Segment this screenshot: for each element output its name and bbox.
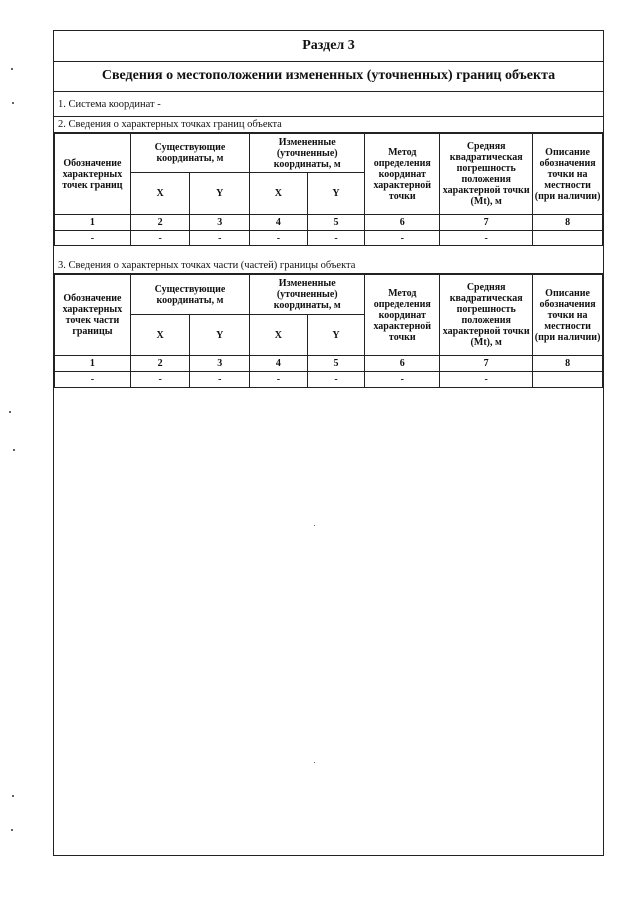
col-number: 6 — [365, 215, 440, 231]
col-number: 7 — [440, 215, 533, 231]
table-cell: - — [55, 231, 131, 246]
table-cell: - — [440, 231, 533, 246]
table-cell: - — [307, 231, 365, 246]
col-number: 3 — [190, 215, 250, 231]
sub-y-changed: Y — [307, 315, 365, 356]
col-description: Описание обозначения точки на местности (при наличии) — [533, 275, 603, 356]
header-row — [55, 275, 603, 315]
sub-y-existing: Y — [190, 315, 250, 356]
col-method: Метод определения координат характерной точки — [365, 275, 440, 356]
col-method: Метод определения координат характерной точки — [365, 134, 440, 215]
col-number: 1 — [55, 356, 131, 372]
col-existing: Существующие координаты, м — [130, 134, 249, 173]
page-frame — [53, 30, 604, 856]
table-cell: - — [365, 231, 440, 246]
col-number: 5 — [307, 356, 365, 372]
sub-x-existing: X — [130, 315, 190, 356]
sub-x-existing: X — [130, 173, 190, 215]
table-cell: - — [130, 372, 190, 388]
number-row — [55, 356, 603, 372]
table2-heading: 3. Сведения о характерных точках части (частей) границы объекта — [54, 258, 603, 274]
table-cell: - — [365, 372, 440, 388]
table-cell: - — [307, 372, 365, 388]
boundary-points-table — [54, 133, 603, 246]
col-designation: Обозначение характерных точек границ — [55, 134, 131, 215]
col-number: 5 — [307, 215, 365, 231]
table-cell: - — [190, 372, 250, 388]
col-accuracy: Средняя квадратическая погрешность положения характерной точки (Mt), м — [440, 134, 533, 215]
sub-x-changed: X — [250, 315, 308, 356]
col-number: 8 — [533, 356, 603, 372]
col-accuracy: Средняя квадратическая погрешность положения характерной точки (Mt), м — [440, 275, 533, 356]
col-number: 2 — [130, 356, 190, 372]
coordinate-system-line: 1. Система координат - — [54, 91, 603, 117]
table-cell: - — [55, 372, 131, 388]
table-cell — [533, 372, 603, 388]
table-cell: - — [250, 372, 308, 388]
table-cell: - — [190, 231, 250, 246]
table-cell: - — [250, 231, 308, 246]
sub-y-existing: Y — [190, 173, 250, 215]
part-boundary-points-table — [54, 274, 603, 388]
col-number: 2 — [130, 215, 190, 231]
col-changed: Измененные (уточненные) координаты, м — [250, 134, 365, 173]
col-number: 8 — [533, 215, 603, 231]
col-number: 1 — [55, 215, 131, 231]
table-row — [55, 231, 603, 246]
sub-y-changed: Y — [307, 173, 365, 215]
number-row — [55, 215, 603, 231]
table-cell: - — [440, 372, 533, 388]
col-existing: Существующие координаты, м — [130, 275, 249, 315]
col-designation: Обозначение характерных точек части границы — [55, 275, 131, 356]
col-number: 3 — [190, 356, 250, 372]
col-number: 7 — [440, 356, 533, 372]
section-title: Раздел 3 — [54, 31, 603, 62]
table1-heading: 2. Сведения о характерных точках границ объекта — [54, 117, 603, 133]
header-row — [55, 134, 603, 173]
table-row — [55, 372, 603, 388]
col-number: 6 — [365, 356, 440, 372]
col-changed: Измененные (уточненные) координаты, м — [250, 275, 365, 315]
col-description: Описание обозначения точки на местности (при наличии) — [533, 134, 603, 215]
sub-x-changed: X — [250, 173, 308, 215]
col-number: 4 — [250, 356, 308, 372]
section-subtitle: Сведения о местоположении измененных (уточненных) границ объекта — [54, 61, 603, 92]
table-cell: - — [130, 231, 190, 246]
table-cell — [533, 231, 603, 246]
col-number: 4 — [250, 215, 308, 231]
